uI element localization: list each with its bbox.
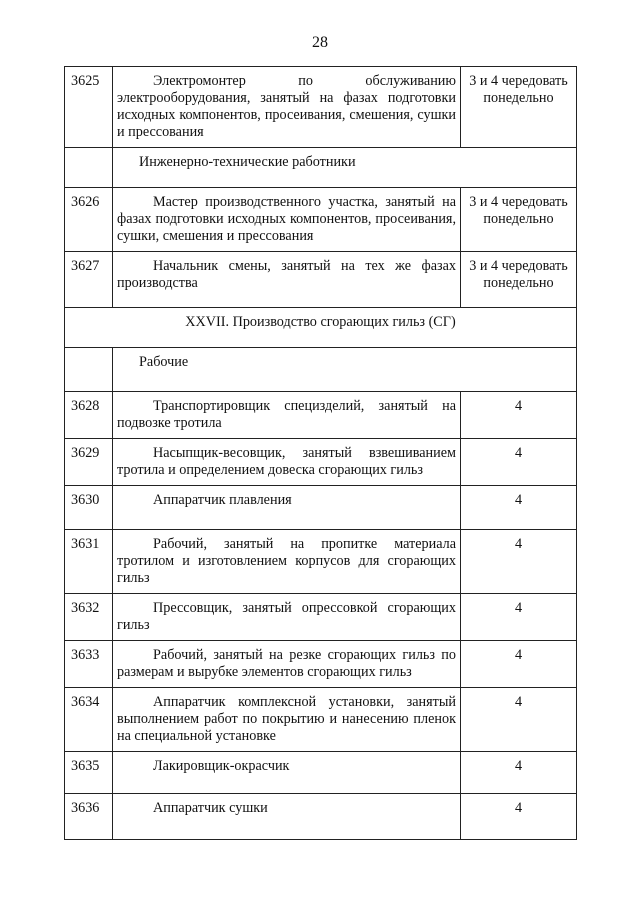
row-value: 4 [461,392,577,439]
row-profession-text: Прессовщик, занятый опрессовкой сгорающих гильз [117,600,456,633]
row-profession-name [113,794,461,840]
row-code: 3629 [65,439,113,486]
row-code: 3625 [65,67,113,148]
row-value: 4 [461,794,577,840]
row-value: 4 [461,486,577,530]
row-profession-text: Рабочий, занятый на пропитке материала тротилом и изготовлением корпусов для сгорающих гильз [117,536,456,586]
row-value: 4 [461,752,577,794]
table-row [65,439,577,486]
row-value: 4 [461,641,577,688]
row-value: 4 [461,530,577,594]
group-heading: Инженерно-технические работники [113,148,577,188]
row-value: 4 [461,688,577,752]
row-value: 3 и 4 чередовать понедельно [461,67,577,148]
row-profession-name [113,641,461,688]
row-code: 3633 [65,641,113,688]
row-value: 3 и 4 чередовать понедельно [461,188,577,252]
row-code: 3636 [65,794,113,840]
row-profession-text: Начальник смены, занятый на тех же фазах производства [117,258,456,291]
row-code: 3626 [65,188,113,252]
table-row [65,308,577,348]
row-profession-name [113,688,461,752]
table-row [65,252,577,308]
row-profession-text: Аппаратчик комплексной установки, занятый выполнением работ по покрытию и нанесению пленок на специальной установке [117,694,456,744]
table-row [65,794,577,840]
row-code: 3630 [65,486,113,530]
row-profession-text: Транспортировщик специзделий, занятый на подвозке тротила [117,398,456,431]
table-row [65,688,577,752]
row-profession-name [113,439,461,486]
table-row [65,752,577,794]
section-heading: XXVII. Производство сгорающих гильз (СГ) [65,308,577,348]
row-code: 3627 [65,252,113,308]
row-code: 3628 [65,392,113,439]
table-row [65,148,577,188]
table-row [65,67,577,148]
table-row [65,530,577,594]
row-code: 3631 [65,530,113,594]
row-profession-name [113,594,461,641]
page-number: 28 [312,34,328,51]
row-profession-name [113,188,461,252]
row-profession-text: Аппаратчик плавления [153,492,292,508]
table-row [65,188,577,252]
row-profession-name [113,486,461,530]
row-value: 3 и 4 чередовать понедельно [461,252,577,308]
row-profession-name [113,530,461,594]
row-code: 3634 [65,688,113,752]
group-heading: Рабочие [113,348,577,392]
row-profession-name [113,252,461,308]
row-code-empty [65,348,113,392]
row-profession-text: Рабочий, занятый на резке сгорающих гильз по размерам и вырубке элементов сгорающих гильз [117,647,456,680]
table-row [65,392,577,439]
profession-table [64,66,577,840]
row-code-empty [65,148,113,188]
row-code: 3632 [65,594,113,641]
row-value: 4 [461,594,577,641]
row-profession-text: Лакировщик-окрасчик [153,758,290,774]
row-profession-name [113,67,461,148]
row-profession-text: Насыпщик-весовщик, занятый взвешиванием тротила и определением довеска сгорающих гильз [117,445,456,478]
table-row [65,348,577,392]
row-value: 4 [461,439,577,486]
row-profession-name [113,752,461,794]
row-profession-text: Аппаратчик сушки [153,800,268,816]
row-profession-text: Мастер производственного участка, занятый на фазах подготовки исходных компонентов, просеивания, сушки, смешения и прессования [117,194,456,244]
row-profession-name [113,392,461,439]
table-row [65,486,577,530]
table-row [65,641,577,688]
table-row [65,594,577,641]
row-profession-text: Электромонтер по обслуживанию электрооборудования, занятый на фазах подготовки исходных компонентов, просеивания, смешения, сушки и прессования [117,73,456,140]
row-code: 3635 [65,752,113,794]
